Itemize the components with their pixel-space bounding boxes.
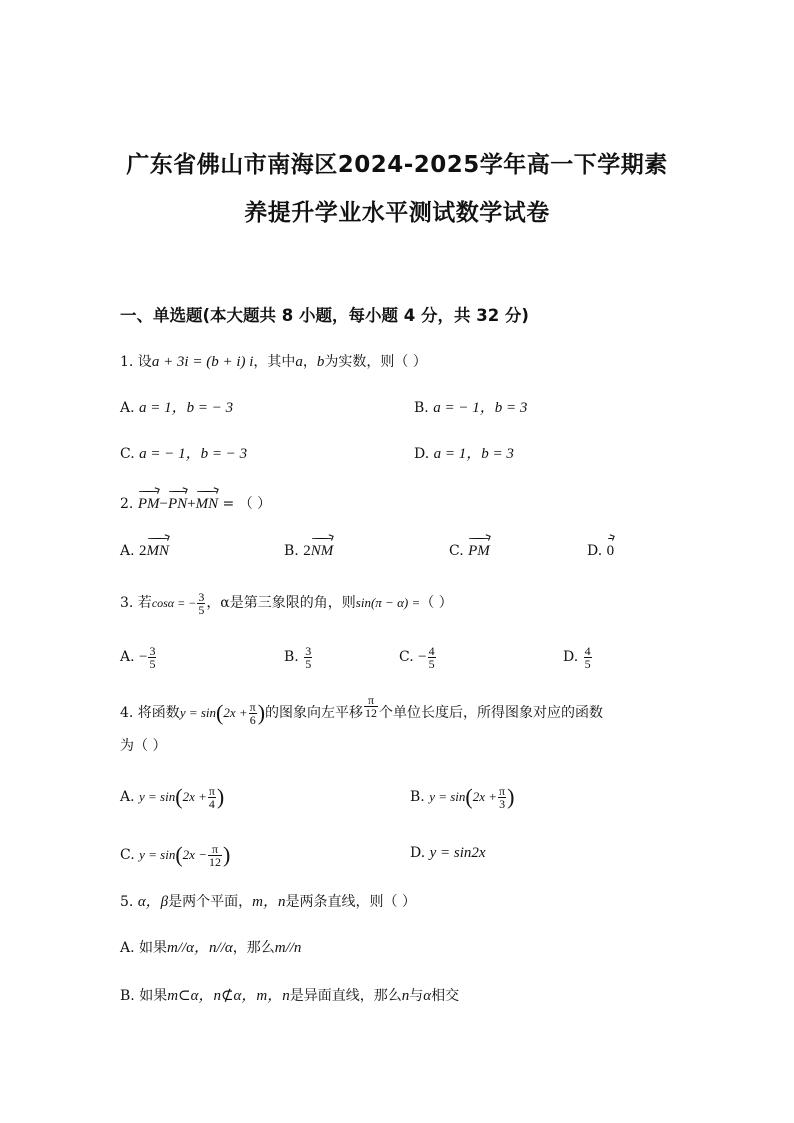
q5-suffix: 是两条直线，则（ ）	[285, 894, 416, 910]
q1-text: ，其中	[253, 354, 296, 370]
denominator: 12	[208, 854, 221, 869]
q3-option-d-fraction	[584, 645, 592, 670]
q4-option-d	[410, 843, 486, 863]
exam-title-line1: 广东省佛山市南海区2024-2025学年高一下学期素	[126, 152, 668, 178]
sign: −	[139, 649, 148, 665]
q4-option-c-inner: 2x −	[182, 847, 207, 862]
q4-option-c-fraction	[208, 843, 222, 868]
q1-prefix: 1. 设	[120, 354, 152, 370]
denominator: 5	[584, 656, 591, 671]
q5-option-a-text: 如果	[139, 940, 168, 956]
sign: −	[418, 649, 427, 665]
q1-option-b	[414, 398, 527, 418]
option-label: A.	[120, 789, 135, 805]
q3-option-c-fraction	[428, 645, 436, 670]
q1-suffix: 为实数，则（ ）	[324, 354, 427, 370]
q1-option-a	[120, 398, 233, 418]
q1-option-c-text: a = − 1，b = − 3	[139, 446, 248, 462]
q1-expression: a + 3i = (b + i) i	[151, 354, 254, 370]
section-heading-single-choice: 一、单选题(本大题共 8 小题，每小题 4 分，共 32 分)	[120, 306, 529, 325]
numerator: 3	[198, 589, 205, 604]
q5-option-a	[120, 938, 301, 958]
option-label: D.	[587, 543, 603, 559]
option-label: A.	[120, 543, 135, 559]
denominator: 5	[305, 656, 312, 671]
q2-option-a-vector: MN	[147, 535, 170, 561]
option-label: B.	[414, 400, 429, 416]
option-label: A.	[120, 649, 135, 665]
q4-option-a	[120, 782, 224, 812]
q4-suffix: 个单位长度后，所得图象对应的函数	[379, 705, 604, 721]
left-paren: (	[465, 784, 473, 809]
q2-vector-pn: PN	[168, 488, 187, 514]
left-paren: (	[175, 784, 183, 809]
q5-option-b-text: 如果	[139, 988, 168, 1004]
q4-option-d-text: y = sin2x	[429, 845, 486, 861]
q3-option-b-fraction	[304, 645, 312, 670]
q4-option-a-inner: 2x +	[182, 789, 207, 804]
numerator: π	[499, 783, 506, 798]
option-label: C.	[399, 649, 414, 665]
q4-shift-fraction	[364, 694, 378, 719]
left-paren: (	[216, 700, 224, 725]
option-label: B.	[284, 649, 299, 665]
denominator: 6	[249, 712, 256, 727]
q2-option-d	[587, 535, 614, 561]
option-label: D.	[414, 446, 430, 462]
numerator: 4	[584, 643, 591, 658]
q2-vector-pm: PM	[138, 488, 160, 514]
option-label: C.	[120, 847, 135, 863]
question-5	[120, 892, 416, 912]
q1-option-b-text: a = − 1，b = 3	[433, 400, 528, 416]
q3-sin-expression: sin(π − α) =	[355, 595, 421, 610]
q2-prefix: 2.	[120, 496, 134, 512]
q4-option-a-lhs: y = sin	[139, 789, 176, 804]
q3-option-a-fraction	[148, 645, 156, 670]
q4-function-lhs: y = sin	[179, 705, 217, 720]
q4-option-b	[410, 782, 514, 812]
numerator: 3	[149, 643, 156, 658]
q1-option-d	[414, 444, 514, 464]
option-label: B.	[410, 789, 425, 805]
option-label: D.	[410, 845, 426, 861]
q3-option-d	[563, 642, 593, 672]
option-label: C.	[120, 446, 135, 462]
q4-line2: 为（ ）	[120, 738, 167, 754]
q5-option-a-conclusion: m//n	[274, 940, 302, 956]
right-paren: )	[216, 784, 225, 809]
q4-text: 的图象向左平移	[265, 705, 364, 721]
option-label: B.	[120, 988, 135, 1004]
denominator: 12	[365, 706, 378, 720]
denominator: 4	[208, 796, 215, 811]
q5-option-b	[120, 986, 459, 1006]
option-label: A.	[120, 940, 135, 956]
q4-option-c-lhs: y = sin	[139, 847, 176, 862]
denominator: 5	[198, 602, 205, 617]
option-label: D.	[563, 649, 579, 665]
q5-option-b-then: 是异面直线，那么	[289, 988, 402, 1004]
q5-option-a-condition: m//α，n//α	[167, 940, 233, 956]
q2-suffix: = （ ）	[222, 496, 272, 512]
q2-option-b	[284, 535, 333, 561]
q4-option-b-lhs: y = sin	[429, 789, 466, 804]
q2-option-c-vector: PM	[468, 535, 490, 561]
q5-option-b-and: 与	[409, 988, 424, 1004]
right-paren: )	[257, 700, 266, 725]
q1-var-a: a	[295, 354, 303, 370]
numerator: 3	[305, 643, 312, 658]
left-paren: (	[175, 842, 183, 867]
q2-option-b-coef: 2	[303, 543, 311, 559]
q1-option-d-text: a = 1，b = 3	[433, 446, 514, 462]
q3-text: ，α是第三象限的角，则	[206, 595, 356, 611]
q1-option-a-text: a = 1，b = − 3	[139, 400, 234, 416]
q1-option-c	[120, 444, 247, 464]
q4-function-fraction	[249, 701, 257, 726]
option-label: A.	[120, 400, 135, 416]
q3-cos-expression: cosα = −	[151, 596, 197, 610]
q5-option-a-then: ，那么	[232, 940, 275, 956]
q2-vector-mn: MN	[196, 488, 219, 514]
q4-option-b-inner: 2x +	[472, 789, 498, 804]
q1-var-b: b	[316, 354, 325, 370]
q4-option-b-fraction	[498, 785, 506, 810]
question-1	[120, 352, 427, 372]
q5-planes: α，β	[137, 894, 169, 910]
q5-lines: m，n	[252, 894, 286, 910]
q2-option-c	[449, 535, 490, 561]
q1-comma: ，	[302, 354, 317, 370]
q3-option-a	[120, 642, 157, 672]
option-label: B.	[284, 543, 299, 559]
question-4	[120, 693, 604, 728]
option-label: C.	[449, 543, 464, 559]
q5-text: 是两个平面，	[168, 894, 253, 910]
numerator: π	[208, 783, 215, 798]
q3-suffix: （ ）	[420, 595, 453, 611]
question-2	[120, 488, 271, 514]
q4-prefix: 4. 将函数	[120, 705, 180, 721]
q3-prefix: 3. 若	[120, 595, 152, 611]
denominator: 5	[149, 656, 156, 671]
denominator: 5	[428, 656, 435, 671]
q5-option-b-condition: m⊂α，n⊄α，m，n	[167, 988, 290, 1004]
q5-option-b-plane-alpha: α	[423, 988, 432, 1004]
numerator: π	[208, 843, 222, 856]
exam-title-line2: 养提升学业水平测试数学试卷	[244, 200, 550, 226]
q2-option-b-vector: NM	[311, 535, 334, 561]
q4-function-inner: 2x +	[223, 705, 248, 720]
q2-option-a-coef: 2	[139, 543, 147, 559]
denominator: 3	[499, 796, 506, 811]
right-paren: )	[222, 842, 231, 867]
q2-option-d-zero-vector: 0	[607, 535, 615, 561]
q5-option-b-line-n: n	[401, 988, 410, 1004]
q2-option-a	[120, 535, 169, 561]
q5-option-b-intersect: 相交	[431, 988, 460, 1004]
question-3	[120, 588, 453, 618]
q2-op-minus: −	[159, 496, 168, 512]
q5-prefix: 5.	[120, 894, 134, 910]
q4-option-c	[120, 840, 230, 870]
q4-option-a-fraction	[208, 785, 216, 810]
numerator: π	[364, 694, 378, 707]
q3-option-c	[399, 642, 437, 672]
q2-op-plus: +	[187, 496, 196, 512]
q3-option-b	[284, 642, 313, 672]
numerator: π	[249, 699, 256, 714]
numerator: 4	[428, 643, 435, 658]
q3-cos-fraction	[197, 591, 205, 616]
right-paren: )	[507, 784, 515, 809]
